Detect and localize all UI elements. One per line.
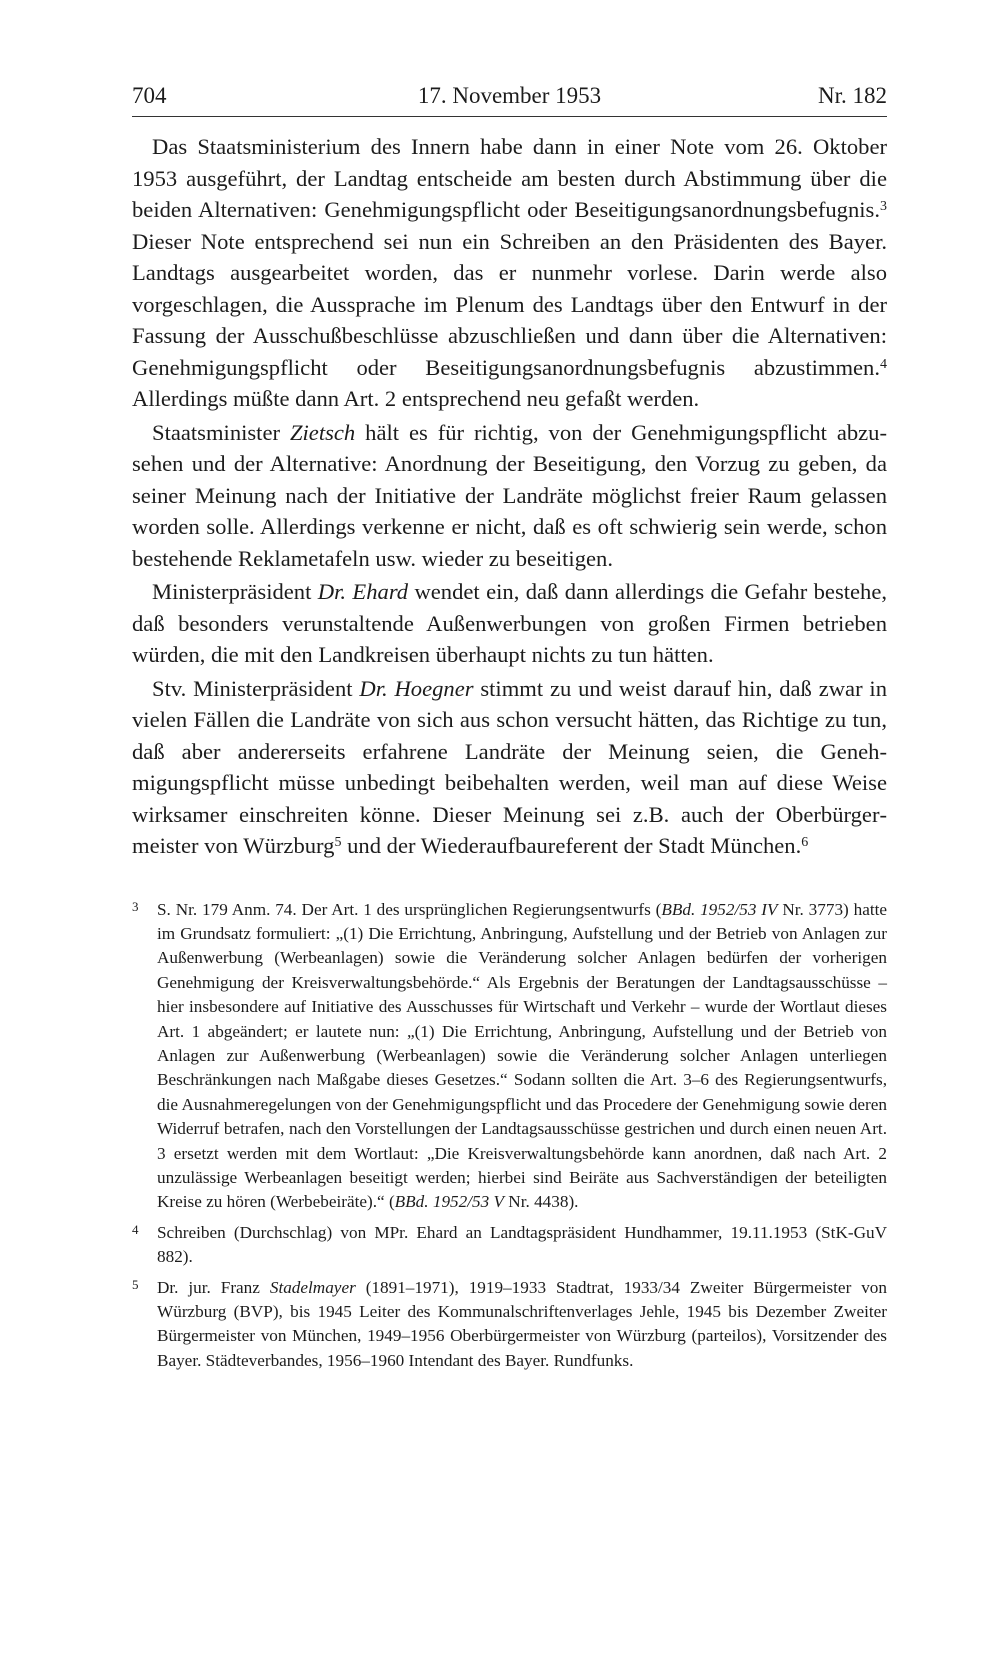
footnote-3 — [132, 898, 887, 1215]
footnote-4 — [132, 1221, 887, 1270]
footnote-citation: BBd. 1952/53 V — [394, 1192, 504, 1212]
speaker-name: Zietsch — [289, 419, 356, 445]
footnote-number: 4 — [132, 1221, 139, 1237]
person-name: Stadelmayer — [269, 1277, 356, 1297]
paragraph-4-text-a: Stv. Ministerpräsident — [152, 675, 360, 701]
paragraph-3-text-b: wendet ein, daß dann allerdings die Gefahr bestehe, daß besonders verunstaltende Außenwerbungen von großen Firmen betrieben würden, die mit den Landkreisen überhaupt nichts zu tun hätten. — [132, 579, 888, 667]
footnote-text: Nr. 3773) hatte im Grundsatz formuliert: „(1) Die Errichtung, Anbringung, Aufstellung und der Betrieb von Anlagen zur Außenwerbung (Werbeanlagen) sowie die Veränderung solcher Anlagen bedürfen der vorherigen Genehmigung der Kreisverwaltungsbehörde.“ Als Ergebnis der Beratungen der Landtagsausschüsse – hier insbesondere auf Initiative des Ausschusses für Wirtschaft und Verkehr – wurde der Wortlaut dieses Art. 1 abgeändert; er lautete nun: „(1) Die Errichtung, Anbringung, Aufstellung und der Betrieb von Anlagen zur Außenwerbung (Werbeanlagen) sowie die Veränderung solcher Anlagen unterliegen Beschränkungen nach Maßgabe dieses Gesetzes.“ Sodann sollten die Art. 3–6 des Regierungsentwurfs, die Ausnahmeregelungen von der Genehmigungspflicht und das Procedere der Genehmigung sowie deren Widerruf betrafen, nach den Vorstellungen der Landtagsausschüsse gestrichen und durch einen neuen Art. 3 ersetzt werden mit dem Wortlaut: „Die Kreisverwaltungsbehörde kann anordnen, daß nach Art. 2 unzulässige Werbeanlagen beseitigt werden; hierbei sind Beiräte aus Sachverständigen der beteiligten Kreise zu hören (Werbebeiräte).“ ( — [157, 899, 888, 1212]
footnote-text: Nr. 4438). — [504, 1192, 579, 1212]
paragraph-3 — [132, 576, 887, 671]
paragraph-1-text-b: Dieser Note entsprechend sei nun ein Schreiben an den Präsidenten des Bayer. Landtags ausgearbeitet worden, das er nunmehr vorlese. Darin werde also vorgeschlagen, die Aussprache im Plenum des Landtags über den Entwurf in der Fassung der Ausschußbeschlüsse abzuschließen und dann über die Alternativen: Genehmigungspflicht oder Beseitigungsanordnungsbefugnis abzustimmen. — [132, 228, 887, 380]
footnote-number: 5 — [132, 1276, 139, 1292]
paragraph-4-text-c: und der Wiederaufbaureferent der Stadt München. — [341, 833, 802, 858]
paragraph-2-text-b: hält es für richtig, von der Genehmigungspflicht abzusehen und der Alternative: Anordnung der Beseitigung, den Vorzug zu geben, da seiner Meinung nach der Initiative der Landräte möglichst freier Raum gelassen worden solle. Allerdings verkenne er nicht, daß es oft schwierig sein werde, schon bestehende Reklametafeln usw. wieder zu beseitigen. — [132, 419, 887, 571]
footnote-ref-6: 6 — [801, 835, 809, 850]
paragraph-2 — [132, 417, 887, 575]
paragraph-1 — [132, 131, 887, 415]
main-text — [132, 131, 887, 862]
paragraph-3-text-a: Ministerpräsident — [152, 579, 318, 604]
footnote-text: S. Nr. 179 Anm. 74. Der Art. 1 des ursprünglichen Regierungsentwurfs ( — [157, 899, 662, 919]
header-date: 17. November 1953 — [417, 83, 602, 108]
footnote-5 — [132, 1276, 887, 1374]
paragraph-2-text-a: Staatsminister — [152, 419, 290, 445]
paragraph-1-text-c: Allerdings müßte dann Art. 2 entsprechend neu gefaßt werden. — [132, 386, 700, 411]
running-header — [132, 80, 887, 117]
footnotes — [132, 898, 887, 1374]
footnote-ref-4: 4 — [880, 356, 887, 372]
paragraph-4-text-b: stimmt zu und weist darauf hin, daß zwar in vielen Fällen die Landräte von sich aus schon versucht hätten, das Richtige zu tun, daß aber andererseits erfahrene Landräte der Meinung seien, die Genehmigungspflicht müsse unbedingt beibehalten werden, weil man auf diese Weise wirksamer einschreiten könne. Dieser Meinung sei z.B. auch der Oberbürgermeister von Würzburg — [132, 675, 887, 858]
footnote-ref-5: 5 — [334, 835, 342, 850]
footnote-text: Dr. jur. Franz — [157, 1277, 270, 1297]
paragraph-4 — [132, 673, 887, 862]
page-number: 704 — [132, 83, 167, 108]
footnote-text: (1891–1971), 1919–1933 Stadtrat, 1933/34 Zweiter Bürgermeister von Würzburg (BVP), bis 1945 Leiter des Kommunalschriftenverlages Jehle, 1945 bis Dezember Zweiter Bürgermeister von München, 1949–1956 Oberbürgermeister von Würzburg (parteilos), Vorsitzender des Bayer. Städteverbandes, 1956–1960 Intendant des Bayer. Rundfunks. — [157, 1277, 887, 1370]
speaker-name: Dr. Hoegner — [359, 675, 474, 701]
document-number: Nr. 182 — [818, 83, 887, 108]
document-page — [132, 80, 887, 1379]
speaker-name: Dr. Ehard — [317, 579, 409, 604]
footnote-citation: BBd. 1952/53 IV — [661, 899, 778, 919]
paragraph-1-text-a: Das Staatsministerium des Innern habe dann in einer Note vom 26. Oktober 1953 ausgeführt, der Landtag entscheide am besten durch Abstimmung über die beiden Alternativen: Genehmigungspflicht oder Beseitigungsanordnungsbefugnis. — [132, 134, 887, 222]
footnote-ref-3: 3 — [880, 199, 887, 214]
footnote-text: Schreiben (Durchschlag) von MPr. Ehard an Landtagspräsident Hundhammer, 19.11.1953 (StK-GuV 882). — [157, 1222, 887, 1267]
footnote-number: 3 — [132, 898, 139, 914]
